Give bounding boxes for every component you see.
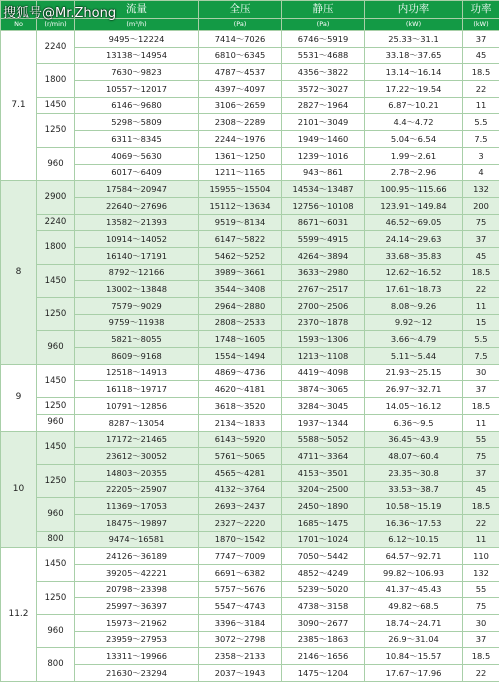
table-row: [1, 498, 499, 515]
inner-power-cell: 16.36～17.53: [365, 514, 463, 531]
power-cell: 37: [463, 631, 499, 648]
flow-cell: 22205～25907: [75, 481, 199, 498]
inner-power-cell: 48.07～60.4: [365, 448, 463, 465]
inner-power-cell: 36.45～43.9: [365, 431, 463, 448]
model-number-cell: 10: [1, 431, 37, 548]
header-inner-power-unit: (kW): [365, 19, 463, 31]
speed-cell: 960: [37, 414, 75, 431]
flow-cell: 6017～6409: [75, 164, 199, 181]
static-pressure-cell: 4738～3158: [282, 598, 365, 615]
header-power-unit: (kW): [463, 19, 499, 31]
speed-cell: 960: [37, 147, 75, 180]
static-pressure-cell: 3090～2677: [282, 615, 365, 632]
total-pressure-cell: 1554～1494: [199, 348, 282, 365]
speed-cell: 1450: [37, 431, 75, 464]
inner-power-cell: 25.33～31.1: [365, 31, 463, 48]
flow-cell: 9495～12224: [75, 31, 199, 48]
table-row: [1, 314, 499, 331]
total-pressure-cell: 2964～2880: [199, 298, 282, 315]
inner-power-cell: 2.78～2.96: [365, 164, 463, 181]
header-static-pressure-unit: (Pa): [282, 19, 365, 31]
model-number-cell: 9: [1, 364, 37, 431]
inner-power-cell: 4.4～4.72: [365, 114, 463, 131]
flow-cell: 16118～19717: [75, 381, 199, 398]
inner-power-cell: 123.91～149.84: [365, 197, 463, 214]
static-pressure-cell: 4711～3364: [282, 448, 365, 465]
power-cell: 18.5: [463, 398, 499, 415]
static-pressure-cell: 12756～10108: [282, 197, 365, 214]
table-row: [1, 264, 499, 281]
static-pressure-cell: 2827～1964: [282, 97, 365, 114]
table-row: [1, 414, 499, 431]
total-pressure-cell: 9519～8134: [199, 214, 282, 231]
power-cell: 22: [463, 281, 499, 298]
total-pressure-cell: 4132～3764: [199, 481, 282, 498]
flow-cell: 12518～14913: [75, 364, 199, 381]
speed-cell: 960: [37, 331, 75, 364]
header-no: No: [1, 19, 37, 31]
static-pressure-cell: 2385～1863: [282, 631, 365, 648]
static-pressure-cell: 2450～1890: [282, 498, 365, 515]
total-pressure-cell: 15112～13634: [199, 197, 282, 214]
table-row: [1, 181, 499, 198]
total-pressure-cell: 6691～6382: [199, 565, 282, 582]
table-row: [1, 548, 499, 565]
power-cell: 30: [463, 615, 499, 632]
flow-cell: 4069～5630: [75, 147, 199, 164]
flow-cell: 20798～23398: [75, 581, 199, 598]
table-row: [1, 97, 499, 114]
power-cell: 22: [463, 81, 499, 98]
static-pressure-cell: 3874～3065: [282, 381, 365, 398]
total-pressure-cell: 3544～3408: [199, 281, 282, 298]
power-cell: 45: [463, 481, 499, 498]
static-pressure-cell: 943～861: [282, 164, 365, 181]
power-cell: 11: [463, 97, 499, 114]
flow-cell: 11369～17053: [75, 498, 199, 515]
power-cell: 7.5: [463, 131, 499, 148]
inner-power-cell: 6.87～10.21: [365, 97, 463, 114]
total-pressure-cell: 6143～5920: [199, 431, 282, 448]
table-row: [1, 64, 499, 81]
power-cell: 4: [463, 164, 499, 181]
power-cell: 22: [463, 514, 499, 531]
power-cell: 18.5: [463, 64, 499, 81]
flow-cell: 10914～14052: [75, 231, 199, 248]
static-pressure-cell: 2700～2506: [282, 298, 365, 315]
inner-power-cell: 9.92～12: [365, 314, 463, 331]
static-pressure-cell: 4356～3822: [282, 64, 365, 81]
flow-cell: 9759～11938: [75, 314, 199, 331]
table-row: [1, 197, 499, 214]
total-pressure-cell: 2037～1943: [199, 665, 282, 682]
speed-cell: 960: [37, 498, 75, 531]
total-pressure-cell: 2244～1976: [199, 131, 282, 148]
power-cell: 132: [463, 181, 499, 198]
speed-cell: 1800: [37, 231, 75, 264]
power-cell: 7.5: [463, 348, 499, 365]
inner-power-cell: 17.61～18.73: [365, 281, 463, 298]
table-row: [1, 615, 499, 632]
speed-cell: 1250: [37, 398, 75, 415]
table-row: [1, 131, 499, 148]
flow-cell: 13138～14954: [75, 47, 199, 64]
header-power: 功率: [463, 1, 499, 19]
inner-power-cell: 33.53～38.7: [365, 481, 463, 498]
total-pressure-cell: 2134～1833: [199, 414, 282, 431]
flow-cell: 18475～19897: [75, 514, 199, 531]
table-row: [1, 47, 499, 64]
power-cell: 3: [463, 147, 499, 164]
inner-power-cell: 5.04～6.54: [365, 131, 463, 148]
total-pressure-cell: 4565～4281: [199, 464, 282, 481]
model-number-cell: 8: [1, 181, 37, 365]
power-cell: 18.5: [463, 648, 499, 665]
power-cell: 5.5: [463, 331, 499, 348]
static-pressure-cell: 4852～4249: [282, 565, 365, 582]
total-pressure-cell: 6147～5822: [199, 231, 282, 248]
static-pressure-cell: 5599～4915: [282, 231, 365, 248]
inner-power-cell: 14.05～16.12: [365, 398, 463, 415]
power-cell: 22: [463, 665, 499, 682]
speed-cell: 1250: [37, 581, 75, 614]
speed-cell: 1450: [37, 548, 75, 581]
header-inner-power: 内功率: [365, 1, 463, 19]
static-pressure-cell: 5588～5052: [282, 431, 365, 448]
static-pressure-cell: 3633～2980: [282, 264, 365, 281]
inner-power-cell: 23.35～30.8: [365, 464, 463, 481]
inner-power-cell: 17.22～19.54: [365, 81, 463, 98]
speed-cell: 1250: [37, 114, 75, 147]
total-pressure-cell: 3072～2798: [199, 631, 282, 648]
power-cell: 132: [463, 565, 499, 582]
inner-power-cell: 46.52～69.05: [365, 214, 463, 231]
static-pressure-cell: 1685～1475: [282, 514, 365, 531]
total-pressure-cell: 2693～2437: [199, 498, 282, 515]
total-pressure-cell: 1361～1250: [199, 147, 282, 164]
table-body: [1, 31, 499, 682]
flow-cell: 25997～36397: [75, 598, 199, 615]
flow-cell: 14803～20355: [75, 464, 199, 481]
flow-cell: 7579～9029: [75, 298, 199, 315]
speed-cell: 800: [37, 648, 75, 681]
table-row: [1, 464, 499, 481]
table-row: [1, 81, 499, 98]
flow-cell: 8792～12166: [75, 264, 199, 281]
static-pressure-cell: 3204～2500: [282, 481, 365, 498]
total-pressure-cell: 6810～6345: [199, 47, 282, 64]
table-row: [1, 331, 499, 348]
flow-cell: 17584～20947: [75, 181, 199, 198]
flow-cell: 6146～9680: [75, 97, 199, 114]
total-pressure-cell: 1211～1165: [199, 164, 282, 181]
inner-power-cell: 17.67～17.96: [365, 665, 463, 682]
static-pressure-cell: 2370～1878: [282, 314, 365, 331]
speed-cell: 1250: [37, 298, 75, 331]
inner-power-cell: 33.18～37.65: [365, 47, 463, 64]
power-cell: 18.5: [463, 498, 499, 515]
total-pressure-cell: 2358～2133: [199, 648, 282, 665]
static-pressure-cell: 4264～3894: [282, 247, 365, 264]
speed-cell: 960: [37, 615, 75, 648]
table-row: [1, 431, 499, 448]
static-pressure-cell: 1593～1306: [282, 331, 365, 348]
speed-cell: 2240: [37, 31, 75, 64]
total-pressure-cell: 4869～4736: [199, 364, 282, 381]
table-row: [1, 31, 499, 48]
inner-power-cell: 12.62～16.52: [365, 264, 463, 281]
static-pressure-cell: 2101～3049: [282, 114, 365, 131]
table-row: [1, 231, 499, 248]
power-cell: 75: [463, 214, 499, 231]
table-row: [1, 648, 499, 665]
total-pressure-cell: 4787～4537: [199, 64, 282, 81]
power-cell: 110: [463, 548, 499, 565]
flow-cell: 13311～19966: [75, 648, 199, 665]
speed-cell: 1250: [37, 464, 75, 497]
table-row: [1, 398, 499, 415]
table-row: [1, 147, 499, 164]
table-row: [1, 581, 499, 598]
inner-power-cell: 5.11～5.44: [365, 348, 463, 365]
static-pressure-cell: 3284～3045: [282, 398, 365, 415]
inner-power-cell: 21.93～25.15: [365, 364, 463, 381]
header-static-pressure: 静压: [282, 1, 365, 19]
power-cell: 45: [463, 247, 499, 264]
flow-cell: 5298～5809: [75, 114, 199, 131]
flow-cell: 13002～13848: [75, 281, 199, 298]
header-flow-unit: (m³/h): [75, 19, 199, 31]
total-pressure-cell: 5547～4743: [199, 598, 282, 615]
inner-power-cell: 6.12～10.15: [365, 531, 463, 548]
inner-power-cell: 18.74～24.71: [365, 615, 463, 632]
inner-power-cell: 3.66～4.79: [365, 331, 463, 348]
inner-power-cell: 10.84～15.57: [365, 648, 463, 665]
total-pressure-cell: 15955～15504: [199, 181, 282, 198]
table-row: [1, 214, 499, 231]
header-total-pressure: 全压: [199, 1, 282, 19]
power-cell: 55: [463, 431, 499, 448]
power-cell: 30: [463, 364, 499, 381]
power-cell: 45: [463, 47, 499, 64]
static-pressure-cell: 8671～6031: [282, 214, 365, 231]
table-row: [1, 631, 499, 648]
total-pressure-cell: 7414～7026: [199, 31, 282, 48]
power-cell: 75: [463, 598, 499, 615]
static-pressure-cell: 3572～3027: [282, 81, 365, 98]
flow-cell: 23959～27953: [75, 631, 199, 648]
speed-cell: 1800: [37, 64, 75, 97]
flow-cell: 39205～42221: [75, 565, 199, 582]
static-pressure-cell: 7050～5442: [282, 548, 365, 565]
speed-cell: 2900: [37, 181, 75, 214]
static-pressure-cell: 14534～13487: [282, 181, 365, 198]
table-row: [1, 247, 499, 264]
flow-cell: 13582～21393: [75, 214, 199, 231]
inner-power-cell: 13.14～16.14: [365, 64, 463, 81]
power-cell: 55: [463, 581, 499, 598]
static-pressure-cell: 1213～1108: [282, 348, 365, 365]
speed-cell: 1450: [37, 264, 75, 297]
total-pressure-cell: 1748～1605: [199, 331, 282, 348]
table-row: [1, 531, 499, 548]
flow-cell: 23612～30052: [75, 448, 199, 465]
power-cell: 200: [463, 197, 499, 214]
power-cell: 37: [463, 31, 499, 48]
total-pressure-cell: 4397～4097: [199, 81, 282, 98]
header-speed-unit: (r/min): [37, 19, 75, 31]
table-row: [1, 598, 499, 615]
inner-power-cell: 24.14～29.63: [365, 231, 463, 248]
inner-power-cell: 1.99～2.61: [365, 147, 463, 164]
flow-cell: 17172～21465: [75, 431, 199, 448]
total-pressure-cell: 7747～7009: [199, 548, 282, 565]
power-cell: 37: [463, 231, 499, 248]
inner-power-cell: 64.57～92.71: [365, 548, 463, 565]
total-pressure-cell: 1870～1542: [199, 531, 282, 548]
flow-cell: 22640～27696: [75, 197, 199, 214]
table-row: [1, 114, 499, 131]
flow-cell: 24126～36189: [75, 548, 199, 565]
flow-cell: 10557～12017: [75, 81, 199, 98]
total-pressure-cell: 2308～2289: [199, 114, 282, 131]
table-row: [1, 364, 499, 381]
flow-cell: 7630～9823: [75, 64, 199, 81]
header-flow: 流量: [75, 1, 199, 19]
watermark: 搜狐号@Mr.Zhong: [3, 6, 117, 21]
inner-power-cell: 33.68～35.83: [365, 247, 463, 264]
power-cell: 37: [463, 381, 499, 398]
flow-cell: 10791～12856: [75, 398, 199, 415]
table-row: [1, 281, 499, 298]
table-row: [1, 481, 499, 498]
total-pressure-cell: 5462～5252: [199, 247, 282, 264]
total-pressure-cell: 3989～3661: [199, 264, 282, 281]
flow-cell: 21630～23294: [75, 665, 199, 682]
speed-cell: 800: [37, 531, 75, 548]
static-pressure-cell: 2767～2517: [282, 281, 365, 298]
power-cell: 75: [463, 448, 499, 465]
static-pressure-cell: 1475～1204: [282, 665, 365, 682]
header-total-pressure-unit: (Pa): [199, 19, 282, 31]
total-pressure-cell: 2327～2220: [199, 514, 282, 531]
flow-cell: 15973～21962: [75, 615, 199, 632]
total-pressure-cell: 3396～3184: [199, 615, 282, 632]
inner-power-cell: 99.82～106.93: [365, 565, 463, 582]
power-cell: 11: [463, 414, 499, 431]
total-pressure-cell: 3618～3520: [199, 398, 282, 415]
static-pressure-cell: 4419～4098: [282, 364, 365, 381]
model-number-cell: 11.2: [1, 548, 37, 682]
power-cell: 11: [463, 531, 499, 548]
total-pressure-cell: 2808～2533: [199, 314, 282, 331]
model-number-cell: 7.1: [1, 31, 37, 181]
static-pressure-cell: 4153～3501: [282, 464, 365, 481]
static-pressure-cell: 5239～5020: [282, 581, 365, 598]
table-row: [1, 514, 499, 531]
inner-power-cell: 10.58～15.19: [365, 498, 463, 515]
inner-power-cell: 41.37～45.43: [365, 581, 463, 598]
static-pressure-cell: 6746～5919: [282, 31, 365, 48]
flow-cell: 9474～16581: [75, 531, 199, 548]
flow-cell: 16140～17191: [75, 247, 199, 264]
speed-cell: 2240: [37, 214, 75, 231]
static-pressure-cell: 2146～1656: [282, 648, 365, 665]
static-pressure-cell: 1239～1016: [282, 147, 365, 164]
total-pressure-cell: 5757～5676: [199, 581, 282, 598]
flow-cell: 6311～8345: [75, 131, 199, 148]
inner-power-cell: 26.9～31.04: [365, 631, 463, 648]
power-cell: 11: [463, 298, 499, 315]
power-cell: 18.5: [463, 264, 499, 281]
flow-cell: 5821～8055: [75, 331, 199, 348]
static-pressure-cell: 1701～1024: [282, 531, 365, 548]
static-pressure-cell: 1949～1460: [282, 131, 365, 148]
table-row: [1, 348, 499, 365]
table-row: [1, 665, 499, 682]
total-pressure-cell: 3106～2659: [199, 97, 282, 114]
flow-cell: 8609～9168: [75, 348, 199, 365]
speed-cell: 1450: [37, 97, 75, 114]
total-pressure-cell: 4620～4181: [199, 381, 282, 398]
speed-cell: 1450: [37, 364, 75, 397]
inner-power-cell: 100.95～115.66: [365, 181, 463, 198]
table-row: [1, 565, 499, 582]
inner-power-cell: 49.82～68.5: [365, 598, 463, 615]
table-row: [1, 448, 499, 465]
inner-power-cell: 26.97～32.71: [365, 381, 463, 398]
static-pressure-cell: 5531～4688: [282, 47, 365, 64]
power-cell: 37: [463, 464, 499, 481]
inner-power-cell: 8.08～9.26: [365, 298, 463, 315]
table-row: [1, 164, 499, 181]
power-cell: 5.5: [463, 114, 499, 131]
table-row: [1, 381, 499, 398]
inner-power-cell: 6.36～9.5: [365, 414, 463, 431]
table-row: [1, 298, 499, 315]
total-pressure-cell: 5761～5065: [199, 448, 282, 465]
power-cell: 15: [463, 314, 499, 331]
flow-cell: 8287～13054: [75, 414, 199, 431]
static-pressure-cell: 1937～1344: [282, 414, 365, 431]
